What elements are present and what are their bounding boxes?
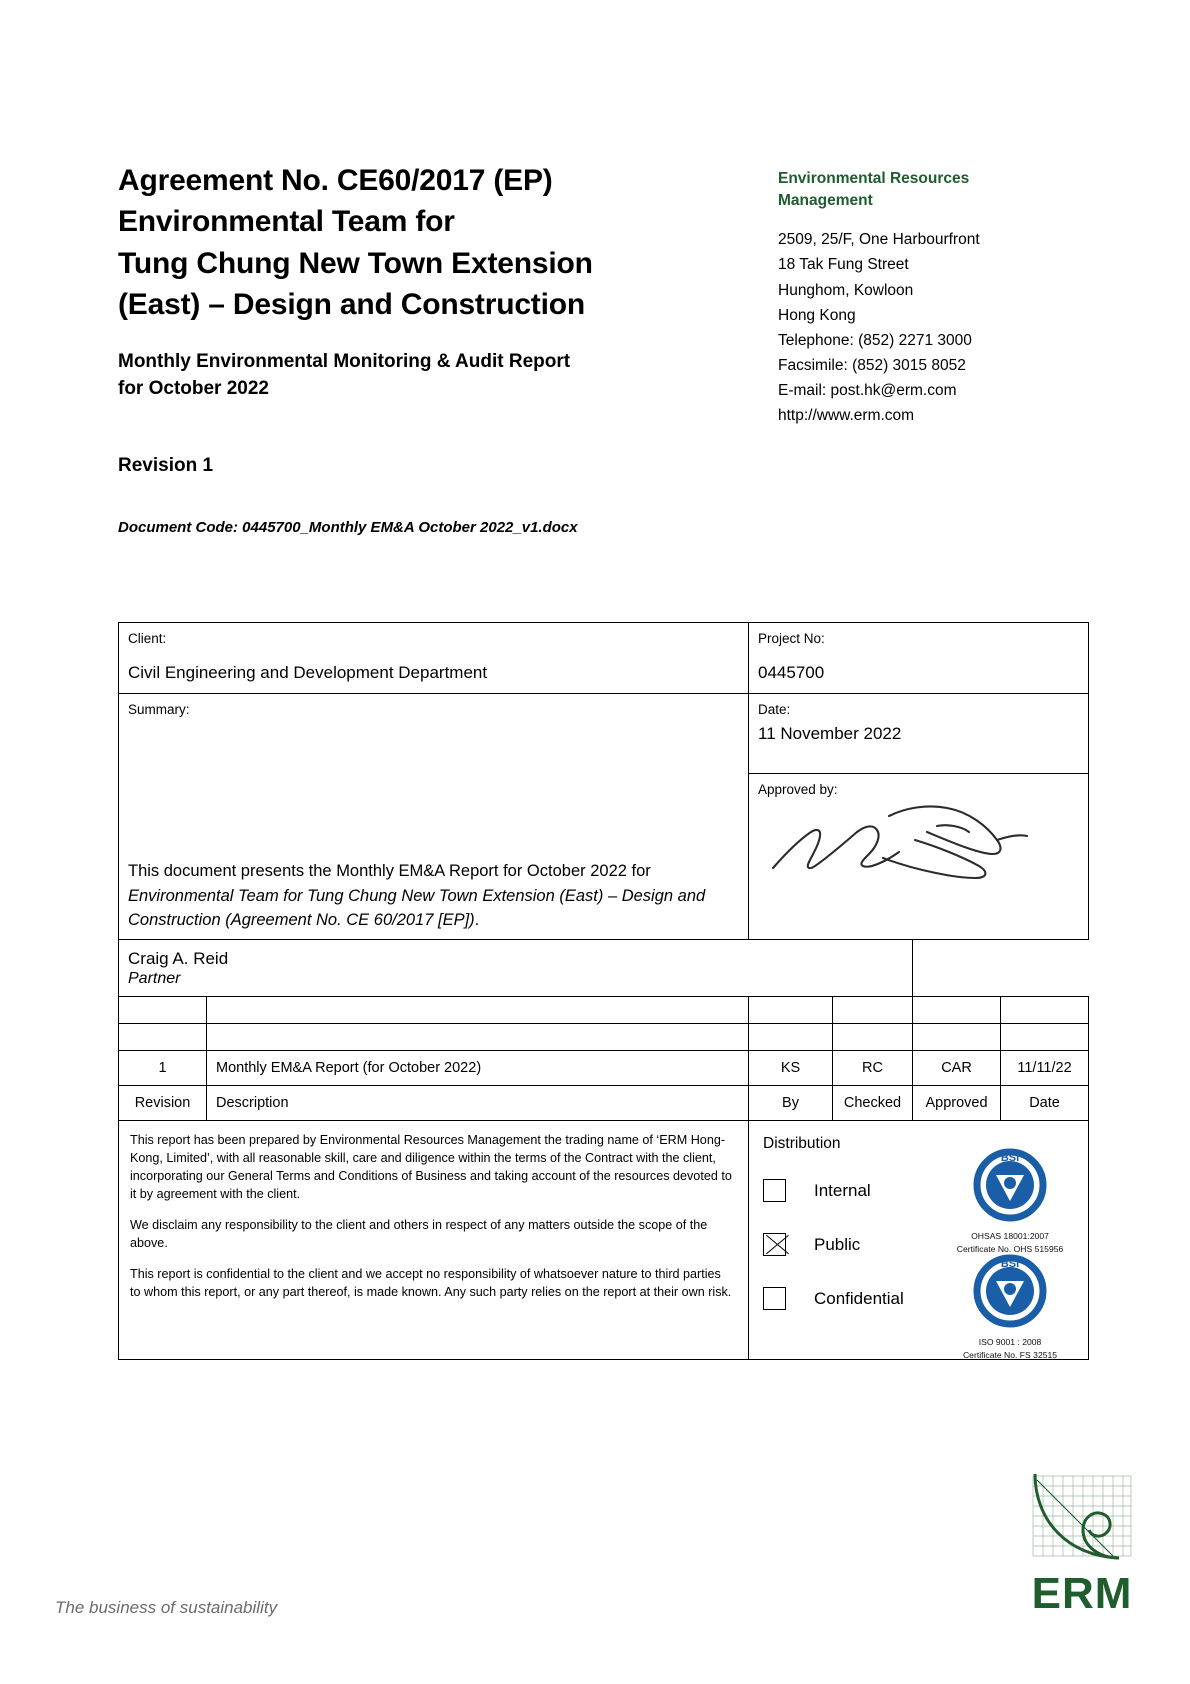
signature-image <box>765 796 1055 891</box>
bsi-caption-line-1: ISO 9001 : 2008 <box>978 1337 1042 1348</box>
title-line-4: (East) – Design and Construction <box>118 288 585 322</box>
address-line: 18 Tak Fung Street <box>778 256 909 274</box>
approver-name: Craig A. Reid <box>128 949 229 969</box>
blank-cell <box>913 997 1001 1024</box>
blank-cell <box>749 997 833 1024</box>
approved-by-cell <box>749 773 1089 940</box>
project-no-cell <box>749 623 1089 694</box>
distribution-label: Internal <box>814 1180 871 1200</box>
blank-cell <box>833 997 913 1024</box>
blank-cell <box>119 997 207 1024</box>
date-cell <box>749 694 1089 773</box>
disclaimer-paragraph: This report has been prepared by Environmental Resources Management the trading name of ‘ERM Hong-Kong, Limited’, with all reasonable skill, care and diligence within the terms of the Contract with the client, incorporating our General Terms and Conditions of Business and taking account of the resources devoted to it by agreement with the client. <box>130 1133 732 1202</box>
svg-text:BSI: BSI <box>1000 1258 1020 1271</box>
distribution-title: Distribution <box>763 1135 841 1153</box>
table-row <box>119 940 1089 997</box>
subtitle-line-1: Monthly Environmental Monitoring & Audit Report <box>118 350 571 372</box>
approved-by-label: Approved by: <box>758 781 838 797</box>
header-approved: Approved <box>913 1086 1001 1121</box>
title-line-2: Environmental Team for <box>118 205 455 239</box>
distribution-cell <box>749 1121 1089 1360</box>
website-line: http://www.erm.com <box>778 407 915 425</box>
bsi-caption-line-2: Certificate No. OHS 515956 <box>956 1243 1064 1254</box>
revision-label: Revision 1 <box>118 454 214 476</box>
address-line: 2509, 25/F, One Harbourfront <box>778 231 980 249</box>
telephone-line: Telephone: (852) 2271 3000 <box>778 331 972 349</box>
blank-cell <box>749 1024 833 1051</box>
summary-text <box>128 859 728 931</box>
title-block <box>118 160 718 536</box>
company-name <box>778 168 1078 211</box>
document-control-table <box>118 622 1089 1360</box>
summary-cell <box>119 694 749 940</box>
blank-cell <box>207 1024 749 1051</box>
document-subtitle <box>118 348 718 403</box>
distribution-label: Confidential <box>814 1288 904 1308</box>
table-row <box>119 1121 1089 1360</box>
revision-number: 1 <box>119 1051 207 1086</box>
client-label: Client: <box>128 631 167 646</box>
blank-cell <box>1001 997 1089 1024</box>
erm-logo <box>1022 1470 1142 1616</box>
summary-label: Summary: <box>128 702 190 718</box>
table-row-blank <box>119 1024 1089 1051</box>
client-cell <box>119 623 749 694</box>
header-checked: Checked <box>833 1086 913 1121</box>
facsimile-line: Facsimile: (852) 3015 8052 <box>778 356 966 374</box>
address-line: Hunghom, Kowloon <box>778 281 914 299</box>
date-label: Date: <box>758 702 791 718</box>
distribution-option-confidential[interactable] <box>763 1287 904 1310</box>
header-revision: Revision <box>119 1086 207 1121</box>
approver-role: Partner <box>128 970 181 988</box>
distribution-option-public[interactable] <box>763 1233 860 1256</box>
company-contact-block <box>778 160 1078 428</box>
date-value: 11 November 2022 <box>758 724 902 744</box>
table-row-blank <box>119 997 1089 1024</box>
blank-cell <box>913 1024 1001 1051</box>
document-header <box>118 160 1078 536</box>
disclaimer-paragraph: This report is confidential to the client and we accept no responsibility of whatsoever nature to third parties to whom this report, or any part thereof, is made known. Any such party relies on the report at their own risk. <box>130 1266 732 1299</box>
summary-text-part1: This document presents the Monthly EM&A Report for October 2022 for <box>128 862 651 881</box>
blank-cell <box>833 1024 913 1051</box>
revision-by: KS <box>749 1051 833 1086</box>
revision-description: Monthly EM&A Report (for October 2022) <box>207 1051 749 1086</box>
approver-cell <box>119 940 913 997</box>
header-date: Date <box>1001 1086 1089 1121</box>
footer-tagline: The business of sustainability <box>55 1598 278 1617</box>
erm-fern-icon <box>1027 1470 1137 1565</box>
company-name-line-1: Environmental Resources <box>778 170 970 187</box>
company-name-line-2: Management <box>778 191 873 209</box>
table-row <box>119 694 1089 773</box>
bsi-caption-line-2: Certificate No. FS 32515 <box>962 1349 1058 1360</box>
table-row <box>119 623 1089 694</box>
summary-text-italic: Environmental Team for Tung Chung New Town Extension (East) – Design and Construction (Agreement No. CE 60/2017 [EP]) <box>128 886 706 929</box>
bsi-certification-1 <box>950 1145 1070 1254</box>
email-line: E-mail: post.hk@erm.com <box>778 382 957 400</box>
blank-cell <box>1001 1024 1089 1051</box>
checkbox-public[interactable] <box>763 1233 786 1256</box>
disclaimer-paragraph: We disclaim any responsibility to the client and others in respect of any matters outside the scope of the above. <box>130 1217 708 1250</box>
project-no-value: 0445700 <box>758 662 825 682</box>
erm-wordmark: ERM <box>1031 1569 1133 1618</box>
bsi-certification-2 <box>950 1251 1070 1360</box>
distribution-label: Public <box>814 1234 861 1254</box>
header-description: Description <box>207 1086 749 1121</box>
table-header-row <box>119 1086 1089 1121</box>
summary-text-part2: . <box>474 910 480 929</box>
disclaimer-cell <box>119 1121 749 1360</box>
distribution-option-internal[interactable] <box>763 1179 871 1202</box>
disclaimer-text <box>119 1121 748 1313</box>
project-no-label: Project No: <box>758 631 825 646</box>
revision-approved: CAR <box>913 1051 1001 1086</box>
title-line-1: Agreement No. CE60/2017 (EP) <box>118 164 553 197</box>
checkbox-confidential[interactable] <box>763 1287 786 1310</box>
title-line-3: Tung Chung New Town Extension <box>118 246 593 280</box>
blank-cell <box>119 1024 207 1051</box>
blank-cell <box>207 997 749 1024</box>
revision-date: 11/11/22 <box>1001 1051 1089 1086</box>
bsi-caption-line-1: OHSAS 18001:2007 <box>971 1231 1049 1242</box>
table-row <box>119 1051 1089 1086</box>
checkbox-internal[interactable] <box>763 1179 786 1202</box>
address-line: Hong Kong <box>778 306 856 324</box>
revision-checked: RC <box>833 1051 913 1086</box>
document-code: Document Code: 0445700_Monthly EM&A October 2022_v1.docx <box>118 518 578 536</box>
bsi-kitemark-icon <box>970 1145 1050 1225</box>
subtitle-line-2: for October 2022 <box>118 378 269 400</box>
page-title <box>118 160 718 326</box>
bsi-kitemark-icon <box>970 1251 1050 1331</box>
client-value: Civil Engineering and Development Department <box>128 662 488 682</box>
svg-text:BSI: BSI <box>1000 1152 1020 1165</box>
header-by: By <box>749 1086 833 1121</box>
